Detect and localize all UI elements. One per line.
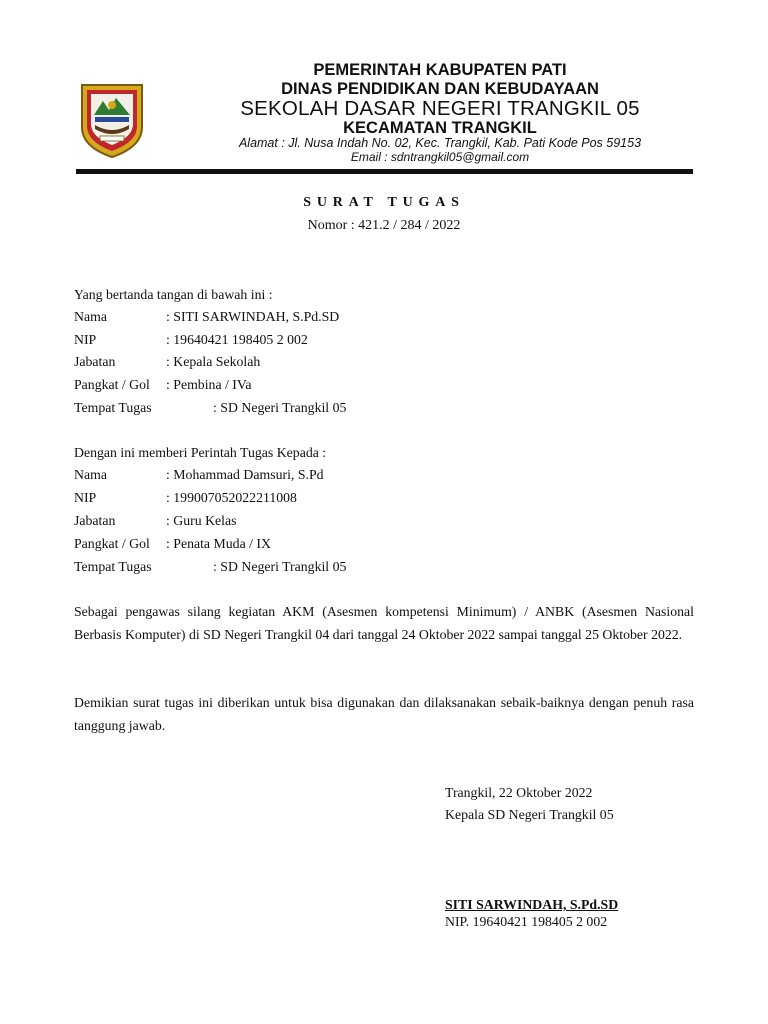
assignee-value-rank: : Penata Muda / IX xyxy=(166,536,271,551)
letterhead-address: Alamat : Jl. Nusa Indah No. 02, Kec. Trangkil, Kab. Pati Kode Pos 59153 xyxy=(238,136,642,150)
assignee-label-workplace: Tempat Tugas xyxy=(74,559,152,574)
assignee-value-workplace: : SD Negeri Trangkil 05 xyxy=(213,559,347,574)
signer-value-name: : SITI SARWINDAH, S.Pd.SD xyxy=(166,309,340,324)
signature-nip: NIP. 19640421 198405 2 002 xyxy=(445,914,608,929)
assignee-label-position: Jabatan xyxy=(74,513,116,528)
signer-intro: Yang bertanda tangan di bawah ini : xyxy=(74,287,273,302)
assignee-label-name: Nama xyxy=(74,467,107,482)
signer-value-rank: : Pembina / IVa xyxy=(166,377,252,392)
signer-label-nip: NIP xyxy=(74,332,97,347)
signer-label-name: Nama xyxy=(74,309,107,324)
signer-value-nip: : 19640421 198405 2 002 xyxy=(166,332,308,347)
signer-label-rank: Pangkat / Gol xyxy=(74,377,150,392)
assignee-value-position: : Guru Kelas xyxy=(166,513,237,528)
assignee-intro: Dengan ini memberi Perintah Tugas Kepada : xyxy=(74,445,327,460)
regency-coat-of-arms-logo xyxy=(76,81,148,159)
signer-label-position: Jabatan xyxy=(74,354,116,369)
letterhead-department: DINAS PENDIDIKAN DAN KEBUDAYAAN xyxy=(281,80,599,98)
letterhead-divider xyxy=(76,169,693,174)
assignee-value-nip: : 199007052022211008 xyxy=(166,490,297,505)
document-title: SURAT TUGAS xyxy=(303,195,465,210)
signature-place-date: Trangkil, 22 Oktober 2022 xyxy=(445,785,593,800)
letterhead-email: Email : sdntrangkil05@gmail.com xyxy=(350,150,530,164)
letterhead-government: PEMERINTAH KABUPATEN PATI xyxy=(313,61,567,79)
signature-name: SITI SARWINDAH, S.Pd.SD xyxy=(445,897,619,912)
closing-paragraph: Demikian surat tugas ini diberikan untuk bisa digunakan dan dilaksanakan sebaik-baiknya dengan penuh rasa tanggung jawab. xyxy=(74,695,694,733)
signer-value-position: : Kepala Sekolah xyxy=(166,354,261,369)
assignee-label-nip: NIP xyxy=(74,490,97,505)
letterhead-district: KECAMATAN TRANGKIL xyxy=(343,119,537,137)
signer-value-workplace: : SD Negeri Trangkil 05 xyxy=(213,400,347,415)
assignee-value-name: : Mohammad Damsuri, S.Pd xyxy=(166,467,324,482)
letterhead-school-name: SEKOLAH DASAR NEGERI TRANGKIL 05 xyxy=(240,97,640,120)
task-paragraph: Sebagai pengawas silang kegiatan AKM (Asesmen kompetensi Minimum) / ANBK (Asesmen Nasional Berbasis Komputer) di SD Negeri Trangkil 04 dari tanggal 24 Oktober 2022 sampai tanggal 25 Oktober 2022. xyxy=(74,604,694,642)
document-number: Nomor : 421.2 / 284 / 2022 xyxy=(307,218,461,233)
assignee-label-rank: Pangkat / Gol xyxy=(74,536,150,551)
signature-position: Kepala SD Negeri Trangkil 05 xyxy=(445,807,614,822)
signer-label-workplace: Tempat Tugas xyxy=(74,400,152,415)
